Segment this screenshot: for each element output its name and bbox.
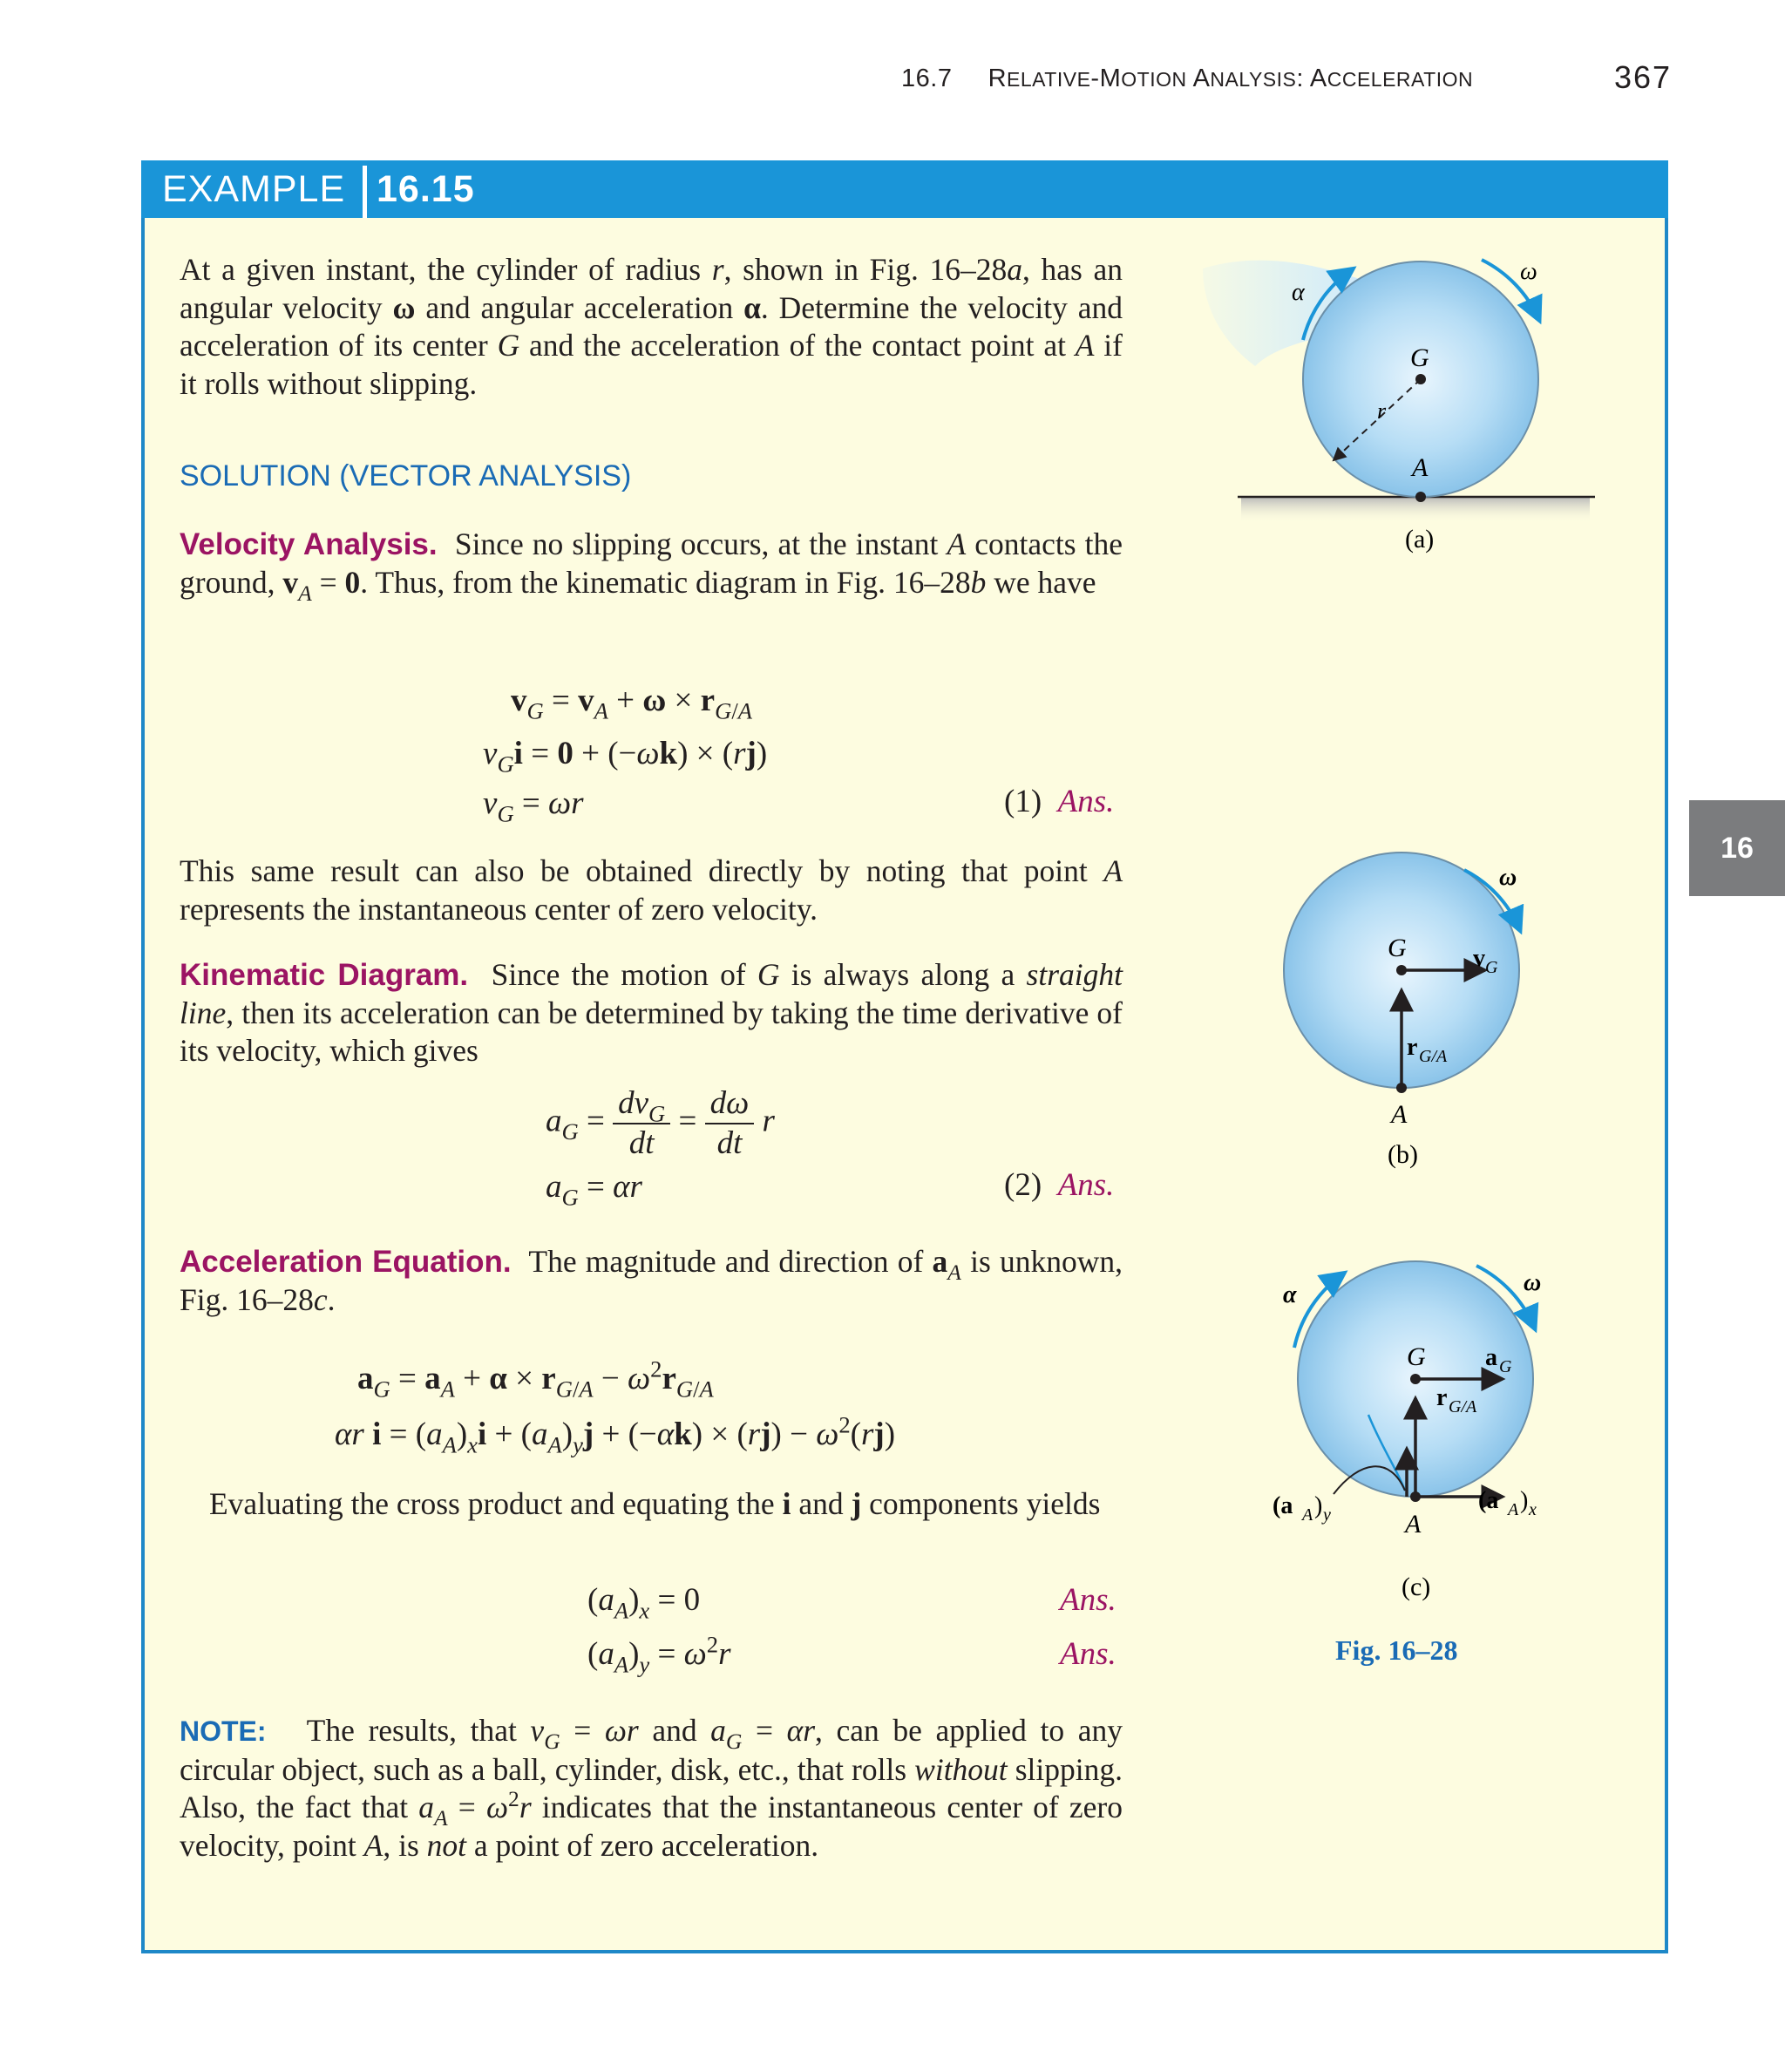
G-label-c: G bbox=[1407, 1342, 1426, 1371]
ans-label: Ans. bbox=[1057, 1167, 1115, 1203]
alpha-label-a: α bbox=[1292, 279, 1305, 306]
vG-sub-b: G bbox=[1485, 958, 1498, 977]
alpha-label-c: α bbox=[1283, 1281, 1297, 1308]
equation-2-number: (2) Ans. bbox=[1004, 1167, 1115, 1203]
section-title: RELATIVE-MOTION ANALYSIS: ACCELERATION bbox=[988, 65, 1474, 92]
figure-part-c bbox=[1273, 1261, 1541, 1601]
aAx-label-c: (a bbox=[1478, 1487, 1499, 1514]
omega-label-a: ω bbox=[1520, 258, 1537, 285]
aAy-label-c: (a bbox=[1273, 1492, 1293, 1519]
G-label-b: G bbox=[1388, 934, 1407, 962]
chapter-tab[interactable]: 16 bbox=[1689, 800, 1785, 896]
G-label-a: G bbox=[1410, 343, 1429, 372]
ans-label: Ans. bbox=[1060, 1582, 1116, 1618]
point-A-c bbox=[1410, 1491, 1421, 1502]
aAy-sub-c: A bbox=[1302, 1505, 1313, 1525]
page-number: 367 bbox=[1614, 59, 1673, 95]
result-aAx: $(a_A)_x = 0$ bbox=[587, 1582, 701, 1624]
equation-vg-3: $v_G = \omega r$ bbox=[483, 785, 584, 827]
equation-ag-1: $a_G$ = $\frac{dv_G}{dt}$ = $\frac{d\omega}{dt}$ r bbox=[546, 1085, 775, 1161]
aAx-tail-sub-c: x bbox=[1529, 1500, 1537, 1519]
r-label-c: r bbox=[1436, 1384, 1448, 1411]
aAx-tail-c: ) bbox=[1520, 1487, 1529, 1514]
figure-16-28 bbox=[1203, 235, 1612, 1682]
r-sub-b: G/A bbox=[1419, 1047, 1448, 1066]
aAy-tail-sub-c: y bbox=[1323, 1505, 1331, 1525]
figure-part-b bbox=[1284, 853, 1519, 1169]
example-divider bbox=[363, 166, 367, 218]
ground-shadow bbox=[1241, 497, 1590, 523]
figure-part-a bbox=[1203, 258, 1595, 554]
equation-accel-2: αr $i = (a_A)_xi + (a_A)_yj + (-\alpha k) \times (rj) - \omega^2(rj)$ bbox=[335, 1411, 896, 1458]
A-label-c: A bbox=[1405, 1510, 1422, 1539]
ic-paragraph: This same result can also be obtained directly by noting that point A represents the instantaneous center of zero velocity. bbox=[180, 853, 1123, 927]
solution-heading: SOLUTION (VECTOR ANALYSIS) bbox=[180, 459, 632, 493]
point-A-b bbox=[1396, 1083, 1407, 1093]
point-G-c bbox=[1410, 1374, 1421, 1384]
vG-label-b: v bbox=[1473, 945, 1485, 972]
velocity-analysis-heading: Velocity Analysis. bbox=[180, 527, 438, 561]
velocity-analysis-paragraph: Velocity Analysis. Since no slipping occurs, at the instant A contacts the ground, $v_A = 0$. Thus, from the kinematic diagram in Fig. 16–28b we have bbox=[180, 526, 1123, 606]
equation-ag-2: $a_G = \alpha r$ bbox=[546, 1169, 642, 1211]
equation-vg-2: $v_Gi = 0 + (-\omega k) \times (rj)$ bbox=[483, 736, 768, 778]
ans-label: Ans. bbox=[1060, 1636, 1116, 1672]
part-c-label: (c) bbox=[1402, 1573, 1431, 1601]
A-label-a: A bbox=[1412, 453, 1429, 482]
r-label-b: r bbox=[1407, 1034, 1418, 1061]
problem-text: At a given instant, the cylinder of radius r, shown in Fig. 16–28a, has an angular velocity ω and angular acceleration α. Determine the velocity and acceleration of its center G and the acceleration of the contact point at A if it rolls without slipping. bbox=[180, 252, 1123, 401]
aAx-sub-c: A bbox=[1508, 1500, 1519, 1519]
r-sub-c: G/A bbox=[1449, 1397, 1477, 1416]
point-G-a bbox=[1415, 374, 1426, 384]
equation-1-number: (1) Ans. bbox=[1004, 784, 1115, 819]
aAy-tail-c: ) bbox=[1314, 1492, 1323, 1519]
acceleration-equation-heading: Acceleration Equation. bbox=[180, 1245, 512, 1279]
omega-label-c: ω bbox=[1524, 1269, 1542, 1296]
r-label-a: r bbox=[1377, 398, 1387, 424]
example-label: EXAMPLE bbox=[162, 168, 346, 210]
A-label-b: A bbox=[1391, 1100, 1408, 1129]
aG-label-c: a bbox=[1485, 1344, 1497, 1371]
note-heading: NOTE: bbox=[180, 1715, 267, 1747]
part-b-label: (b) bbox=[1388, 1140, 1418, 1169]
equation-accel-1: $a_G = a_A + \alpha \times r_{G/A} - \omega^2r_{G/A}$ bbox=[357, 1355, 714, 1403]
result-aAy: $(a_A)_y = \omega^2r$ bbox=[587, 1631, 731, 1678]
running-header bbox=[901, 65, 1473, 93]
aG-sub-c: G bbox=[1499, 1357, 1512, 1376]
omega-label-b: ω bbox=[1499, 864, 1517, 891]
kinematic-diagram-heading: Kinematic Diagram. bbox=[180, 958, 469, 992]
point-A-a bbox=[1415, 492, 1426, 502]
figure-caption: Fig. 16–28 bbox=[1335, 1634, 1458, 1666]
section-number: 16.7 bbox=[901, 65, 953, 92]
evaluating-paragraph: Evaluating the cross product and equating the i and j components yields bbox=[209, 1486, 1101, 1521]
equation-vg-1: $v_G = v_A + \omega \times r_{G/A}$ bbox=[511, 683, 753, 724]
kinematic-diagram-paragraph: Kinematic Diagram. Since the motion of G is always along a straight line, then its acceleration can be determined by taking the time derivative of its velocity, which gives bbox=[180, 957, 1123, 1068]
note-paragraph: NOTE: The results, that $v_G = \omega r$ and $a_G = \alpha r$, can be applied to any circular object, such as a ball, cylinder, disk, etc., that rolls without slipping. Also, the fact that $a_A = \omega^2r$ indicates that the instantaneous center of zero velocity, point A, is not a point of zero acceleration. bbox=[180, 1713, 1123, 1863]
point-G-b bbox=[1396, 965, 1407, 975]
example-number: 16.15 bbox=[377, 168, 475, 210]
ans-label: Ans. bbox=[1057, 784, 1115, 819]
acceleration-equation-paragraph: Acceleration Equation. The magnitude and direction of $a_A$ is unknown, Fig. 16–28c. bbox=[180, 1244, 1123, 1317]
example-title-bar bbox=[141, 160, 1668, 218]
part-a-label: (a) bbox=[1405, 525, 1435, 554]
